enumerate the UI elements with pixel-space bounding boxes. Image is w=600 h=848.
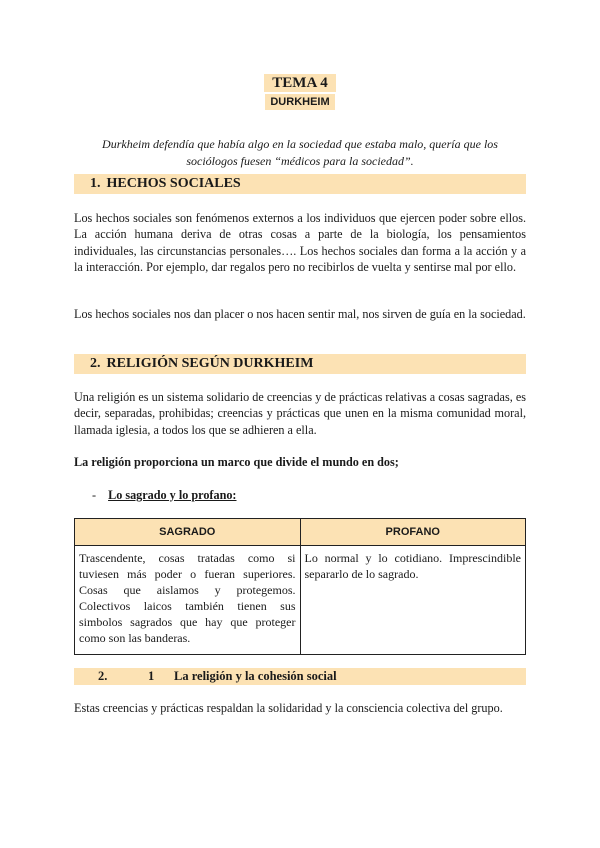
subsection-subnumber: 1 (148, 669, 155, 683)
sagrado-profano-table (74, 518, 526, 655)
table-header: SAGRADO (75, 519, 301, 546)
subsection-title: La religión y la cohesión social (174, 669, 337, 683)
paragraph: Los hechos sociales nos dan placer o nos hacen sentir mal, nos sirven de guía en la sociedad. (74, 307, 526, 321)
document-subtitle: DURKHEIM (265, 94, 334, 110)
section-number: 2. (90, 356, 101, 371)
paragraph: Una religión es un sistema solidario de creencias y de prácticas relativas a cosas sagradas, es decir, separadas, prohibidas; creencias y prácticas que unen en la misma comunidad moral, llamada iglesia, a todos los que se adhieren a ella. (74, 390, 526, 437)
section-heading-religion (74, 354, 526, 374)
table-cell: Trascendente, cosas tratadas como si tuviesen más poder o fueran superiores. Cosas que aislamos y protegemos. Colectivos laicos también tienen sus simbolos sagrados que hay que proteger como son las banderas. (75, 546, 301, 655)
intro-quote: Durkheim defendía que había algo en la sociedad que estaba malo, quería que los sociólogos fuesen “médicos para la sociedad”. (102, 137, 498, 168)
table-row (75, 546, 526, 655)
table-cell: Lo normal y lo cotidiano. Imprescindible separarlo de lo sagrado. (300, 546, 526, 655)
bullet-item (92, 488, 237, 503)
subsection-number: 2. (98, 669, 108, 683)
subsection-heading (74, 668, 526, 685)
bold-statement: La religión proporciona un marco que divide el mundo en dos; (74, 455, 399, 469)
section-heading-hechos-sociales (74, 174, 526, 194)
section-title: HECHOS SOCIALES (106, 176, 241, 191)
bullet-text: Lo sagrado y lo profano: (108, 488, 237, 502)
section-number: 1. (90, 176, 101, 191)
table-header: PROFANO (300, 519, 526, 546)
section-title: RELIGIÓN SEGÚN DURKHEIM (106, 356, 314, 371)
document-header (0, 74, 600, 110)
paragraph: Estas creencias y prácticas respaldan la solidaridad y la consciencia colectiva del grupo. (74, 701, 503, 715)
paragraph: Los hechos sociales son fenómenos externos a los individuos que ejercen poder sobre ellos. La acción humana deriva de otras cosas a parte de la biología, los pensamientos individuales, las circunstancias personales…. Los hechos sociales dan forma a la acción y a la interacción. Por ejemplo, dar regalos pero no recibirlos de vuelta y sentirse mal por ello. (74, 211, 526, 274)
document-title: TEMA 4 (264, 74, 335, 92)
bullet-dash: - (92, 488, 97, 502)
